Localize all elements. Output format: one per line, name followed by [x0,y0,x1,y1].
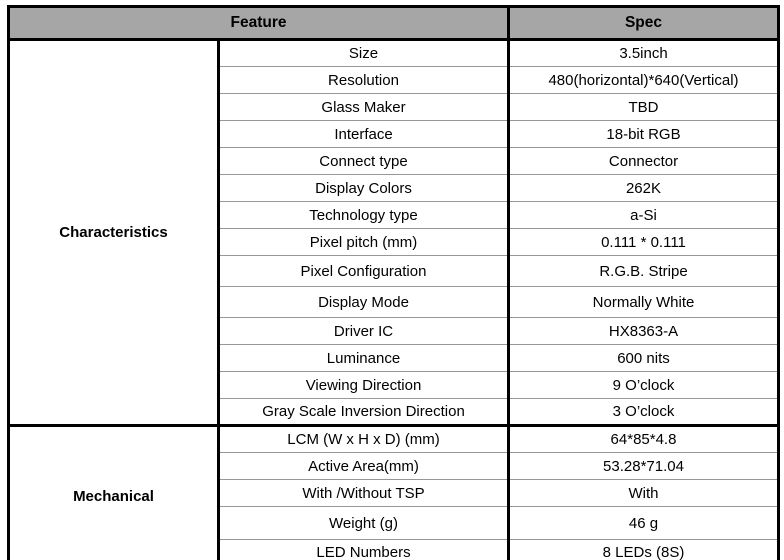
spec-cell: With [509,480,779,507]
spec-cell: Normally White [509,287,779,318]
header-feature: Feature [9,7,509,40]
spec-cell: 262K [509,175,779,202]
category-cell-characteristics: Characteristics [9,40,219,426]
spec-cell: 64*85*4.8 [509,426,779,453]
header-spec: Spec [509,7,779,40]
spec-cell: 0.111 * 0.111 [509,229,779,256]
spec-cell: 18-bit RGB [509,121,779,148]
spec-cell: R.G.B. Stripe [509,256,779,287]
spec-cell: 46 g [509,507,779,540]
spec-cell: 3.5inch [509,40,779,67]
feature-cell: Pixel Configuration [219,256,509,287]
spec-cell: 9 O’clock [509,372,779,399]
spec-table [7,5,780,560]
spec-cell: 53.28*71.04 [509,453,779,480]
spec-cell: 480(horizontal)*640(Vertical) [509,67,779,94]
feature-cell: Resolution [219,67,509,94]
spec-cell: 3 O’clock [509,399,779,426]
table-header-row [9,7,779,40]
feature-cell: LED Numbers [219,540,509,560]
feature-cell: Viewing Direction [219,372,509,399]
feature-cell: Luminance [219,345,509,372]
feature-cell: Display Colors [219,175,509,202]
feature-cell: Active Area(mm) [219,453,509,480]
feature-cell: Size [219,40,509,67]
spec-cell: Connector [509,148,779,175]
feature-cell: With /Without TSP [219,480,509,507]
feature-cell: Glass Maker [219,94,509,121]
table-row [9,426,779,453]
feature-cell: Gray Scale Inversion Direction [219,399,509,426]
spec-cell: HX8363-A [509,318,779,345]
feature-cell: Connect type [219,148,509,175]
feature-cell: LCM (W x H x D) (mm) [219,426,509,453]
feature-cell: Interface [219,121,509,148]
table-row [9,40,779,67]
feature-cell: Weight (g) [219,507,509,540]
spec-cell: 600 nits [509,345,779,372]
spec-cell: a-Si [509,202,779,229]
feature-cell: Driver IC [219,318,509,345]
spec-cell: 8 LEDs (8S) [509,540,779,560]
feature-cell: Display Mode [219,287,509,318]
spec-cell: TBD [509,94,779,121]
feature-cell: Pixel pitch (mm) [219,229,509,256]
feature-cell: Technology type [219,202,509,229]
category-cell-mechanical: Mechanical [9,426,219,560]
